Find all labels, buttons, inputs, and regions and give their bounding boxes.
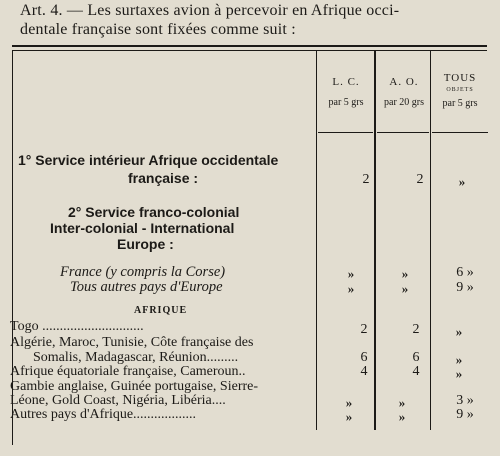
europe-row-france-ao: » [401, 266, 409, 281]
header-underline-ao [377, 132, 429, 133]
europe-row-autres-label: Tous autres pays d'Europe [70, 279, 223, 295]
section1-lc: 2 [362, 172, 370, 187]
afrique-row-aef-ao: 4 [412, 364, 420, 379]
column-header-lc-sub: par 5 grs [328, 97, 364, 108]
afrique-row-aef-lc: 4 [360, 364, 368, 379]
column-header-lc-title: L. C. [332, 76, 360, 88]
section1-tous: » [458, 174, 466, 189]
article-intro-line1: Art. 4. — Les surtaxes avion à percevoir en Afrique occi- [20, 2, 400, 19]
header-underline-tous [432, 132, 488, 133]
europe-row-autres-tous: 9 » [456, 280, 474, 295]
europe-row-autres-lc: » [347, 281, 355, 296]
section1-ao: 2 [416, 172, 424, 187]
table-top-rule-2 [12, 50, 487, 51]
article-intro-line2: dentale française sont fixées comme suit : [20, 21, 296, 38]
afrique-row-algerie-label-line2: Somalis, Madagascar, Réunion......... [33, 350, 239, 365]
afrique-row-togo-tous: » [455, 324, 463, 339]
header-underline-lc [318, 132, 373, 133]
column-header-tous-sub: par 5 grs [442, 98, 478, 109]
column-header-lc [318, 77, 374, 108]
table-top-rule [12, 45, 487, 47]
column-header-tous [431, 73, 489, 109]
afrique-row-autres-tous: 9 » [456, 407, 474, 422]
section1-title-line1: 1° Service intérieur Afrique occidentale [18, 152, 279, 168]
afrique-row-algerie-label-line1: Algérie, Maroc, Tunisie, Côte française des [10, 335, 254, 350]
column-header-tous-title: TOUS [443, 72, 477, 84]
afrique-row-algerie-ao: 6 [412, 350, 420, 365]
afrique-row-gambie-label-line1: Gambie anglaise, Guinée portugaise, Sierre- [10, 379, 259, 394]
afrique-row-togo-ao: 2 [412, 322, 420, 337]
afrique-heading: AFRIQUE [134, 305, 188, 316]
afrique-row-aef-label: Afrique équatoriale française, Cameroun.. [10, 364, 246, 379]
afrique-row-autres-lc: » [345, 409, 353, 424]
afrique-row-gambie-tous: 3 » [456, 393, 474, 408]
afrique-row-togo-label: Togo ............................. [10, 319, 144, 334]
afrique-row-aef-tous: » [455, 366, 463, 381]
europe-row-france-tous: 6 » [456, 265, 474, 280]
section2-title-line2: Inter-colonial - International [50, 220, 235, 236]
afrique-row-togo-lc: 2 [360, 322, 368, 337]
column-header-ao-sub: par 20 grs [384, 97, 424, 108]
europe-row-france-label: France (y compris la Corse) [60, 264, 226, 280]
column-header-ao [376, 77, 432, 108]
column-header-tous-small: OBJETS [446, 87, 474, 93]
section2-title-line1: 2° Service franco-colonial [68, 204, 240, 220]
section1-title-line2: française : [128, 170, 199, 186]
afrique-row-autres-ao: » [398, 409, 406, 424]
afrique-row-algerie-lc: 6 [360, 350, 368, 365]
col-divider-1 [316, 50, 317, 430]
afrique-row-autres-label: Autres pays d'Afrique.................. [10, 407, 197, 422]
afrique-row-gambie-ao: » [398, 395, 406, 410]
europe-row-autres-ao: » [401, 281, 409, 296]
afrique-row-gambie-lc: » [345, 395, 353, 410]
afrique-row-algerie-tous: » [455, 352, 463, 367]
europe-row-france-lc: » [347, 266, 355, 281]
afrique-row-gambie-label-line2: Léone, Gold Coast, Nigéria, Libéria.... [10, 393, 226, 408]
section2-title-line3: Europe : [117, 236, 174, 252]
column-header-ao-title: A. O. [389, 76, 419, 88]
